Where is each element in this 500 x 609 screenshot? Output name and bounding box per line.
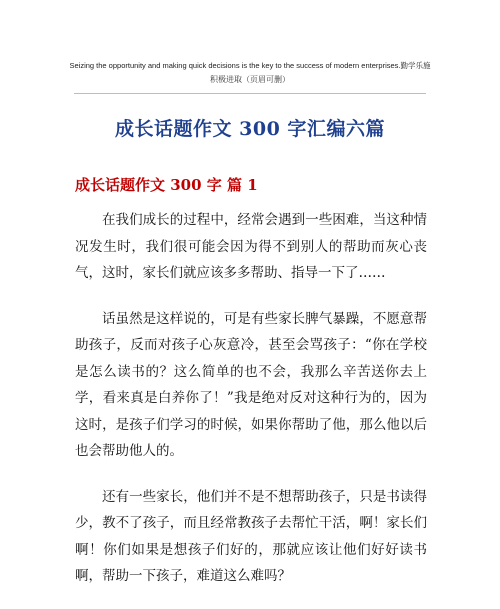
document-title: 成长话题作文 300 字汇编六篇 xyxy=(115,118,385,140)
section-title: 成长话题作文 300 字 篇 1 xyxy=(75,176,258,194)
paragraph-2: 话虽然是这样说的，可是有些家长脾气暴躁，不愿意帮助孩子，反而对孩子心灰意冷，甚至会骂孩子：“你在学校是怎么读书的？这么简单的也不会，我那么辛苦送你去上学，看来真是白养你了！”我是绝对反对这种行为的，因为这时，是孩子们学习的时候，如果你帮助了他，那么他以后也会帮助他人的。 xyxy=(75,310,427,459)
paragraph-1: 在我们成长的过程中，经常会遇到一些困难，当这种情况发生时，我们很可能会因为得不到别人的帮助而灰心丧气，这时，家长们就应该多多帮助、指导一下了…… xyxy=(75,212,427,281)
paragraph-3: 还有一些家长，他们并不是不想帮助孩子，只是书读得少，教不了孩子，而且经常教孩子去帮忙干活，啊！家长们啊！你们如果是想孩子们好的，那就应该让他们好好读书啊，帮助一下孩子，难道这么难吗？ xyxy=(75,488,427,584)
page-header-line-2: 积极进取（页眉可删） xyxy=(210,75,290,84)
page-header-line-1: Seizing the opportunity and making quick decisions is the key to the success of modern enterprises.勤学乐施 xyxy=(69,61,431,70)
article-body xyxy=(75,207,427,609)
header-divider xyxy=(74,93,426,94)
